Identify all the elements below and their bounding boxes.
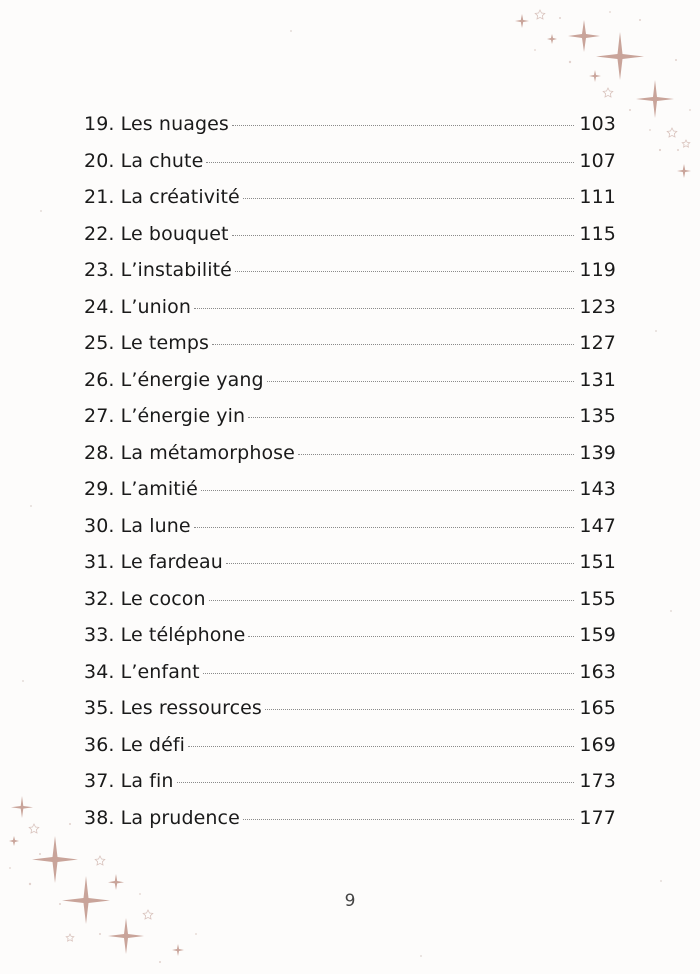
table-of-contents [84,113,616,843]
toc-entry-page-number: 123 [579,295,616,318]
page-number: 9 [344,891,356,911]
toc-entry-title: 30. La lune [84,514,191,537]
star-outline-icon [603,88,613,97]
toc-entry-page-number: 163 [579,660,616,683]
dot-leader [232,125,574,126]
toc-entry-title: 32. Le cocon [84,587,206,610]
toc-entry-page-number: 155 [579,587,616,610]
toc-entry-title: 31. Le fardeau [84,551,223,573]
toc-entry-title: 24. L’union [84,295,192,318]
toc-entry-page-number: 151 [579,551,616,573]
dot-leader [188,746,574,747]
toc-entry-page-number: 115 [579,222,616,245]
toc-entry-title: 38. La prudence [84,806,240,829]
toc-entry-page-number: 165 [579,697,616,719]
sparkle-star-icon [596,32,644,80]
dot-leader [232,235,574,236]
dot-leader [298,454,574,455]
dot-leader [248,636,574,637]
toc-entry [84,734,616,771]
toc-entry [84,624,616,661]
toc-entry-page-number: 143 [579,478,616,500]
star-outline-icon [143,910,153,919]
dot-leader [203,673,574,674]
star-outline-icon [95,856,105,865]
toc-entry-page-number: 131 [579,368,616,391]
dot-leader [201,490,574,491]
toc-entry [84,223,616,260]
toc-entry-title: 37. La fin [84,770,174,792]
toc-entry-page-number: 173 [579,770,616,792]
toc-entry-page-number: 177 [579,806,616,829]
toc-entry-title: 35. Les ressources [84,697,262,719]
sparkle-star-icon [11,796,33,818]
dot-leader [177,782,574,783]
sparkle-star-icon [636,80,674,118]
dot-leader [267,381,574,382]
toc-entry-page-number: 139 [579,441,616,464]
toc-entry [84,807,616,844]
sparkle-star-icon [568,20,600,52]
toc-entry-page-number: 127 [579,332,616,354]
toc-entry-page-number: 169 [579,733,616,756]
dot-leader [194,527,574,528]
toc-entry [84,770,616,807]
toc-entry [84,150,616,187]
sparkle-star-icon [547,34,557,44]
toc-entry-page-number: 159 [579,624,616,646]
toc-entry-title: 19. Les nuages [84,113,229,135]
toc-entry [84,259,616,296]
star-outline-icon [29,824,39,833]
sparkle-star-icon [108,874,124,890]
star-outline-icon [667,128,677,137]
toc-entry-title: 33. Le téléphone [84,624,246,646]
toc-entry [84,369,616,406]
toc-entry-title: 28. La métamorphose [84,441,295,464]
sparkle-star-icon [108,918,144,954]
toc-entry-title: 27. L’énergie yin [84,405,246,427]
star-outline-icon [66,934,74,941]
toc-entry-title: 20. La chute [84,149,204,172]
toc-entry [84,442,616,479]
toc-entry [84,661,616,698]
dot-leader [194,308,574,309]
sparkle-star-icon [9,836,19,846]
dot-leader [243,198,574,199]
toc-entry [84,186,616,223]
toc-entry-page-number: 147 [579,514,616,537]
toc-entry [84,332,616,369]
toc-entry-title: 26. L’énergie yang [84,368,264,391]
dot-leader [265,709,574,710]
toc-entry-title: 21. La créativité [84,186,240,208]
sparkle-star-icon [677,164,691,178]
toc-entry-title: 22. Le bouquet [84,222,229,245]
dot-leader [206,162,574,163]
toc-entry [84,588,616,625]
sparkle-star-icon [32,836,78,883]
toc-entry [84,551,616,588]
star-outline-icon [535,10,545,19]
dot-leader [248,417,574,418]
sparkle-star-icon [589,70,601,82]
toc-entry-page-number: 111 [579,186,616,208]
dot-leader [212,344,574,345]
toc-entry-title: 36. Le défi [84,733,186,756]
dot-leader [209,600,574,601]
toc-entry [84,296,616,333]
toc-entry-title: 29. L’amitié [84,478,198,500]
dot-leader [226,563,574,564]
toc-entry-page-number: 103 [579,113,616,135]
dot-leader [235,271,574,272]
toc-entry [84,478,616,515]
toc-entry-page-number: 135 [579,405,616,427]
sparkle-star-icon [515,14,529,28]
toc-entry [84,697,616,734]
toc-entry [84,515,616,552]
toc-entry [84,405,616,442]
toc-entry-page-number: 119 [579,259,616,281]
toc-entry [84,113,616,150]
dot-leader [243,819,574,820]
toc-entry-title: 25. Le temps [84,332,210,354]
sparkle-star-icon [172,944,184,956]
toc-entry-page-number: 107 [579,149,616,172]
star-outline-icon [682,140,690,147]
toc-entry-title: 23. L’instabilité [84,259,232,281]
toc-entry-title: 34. L’enfant [84,660,200,683]
